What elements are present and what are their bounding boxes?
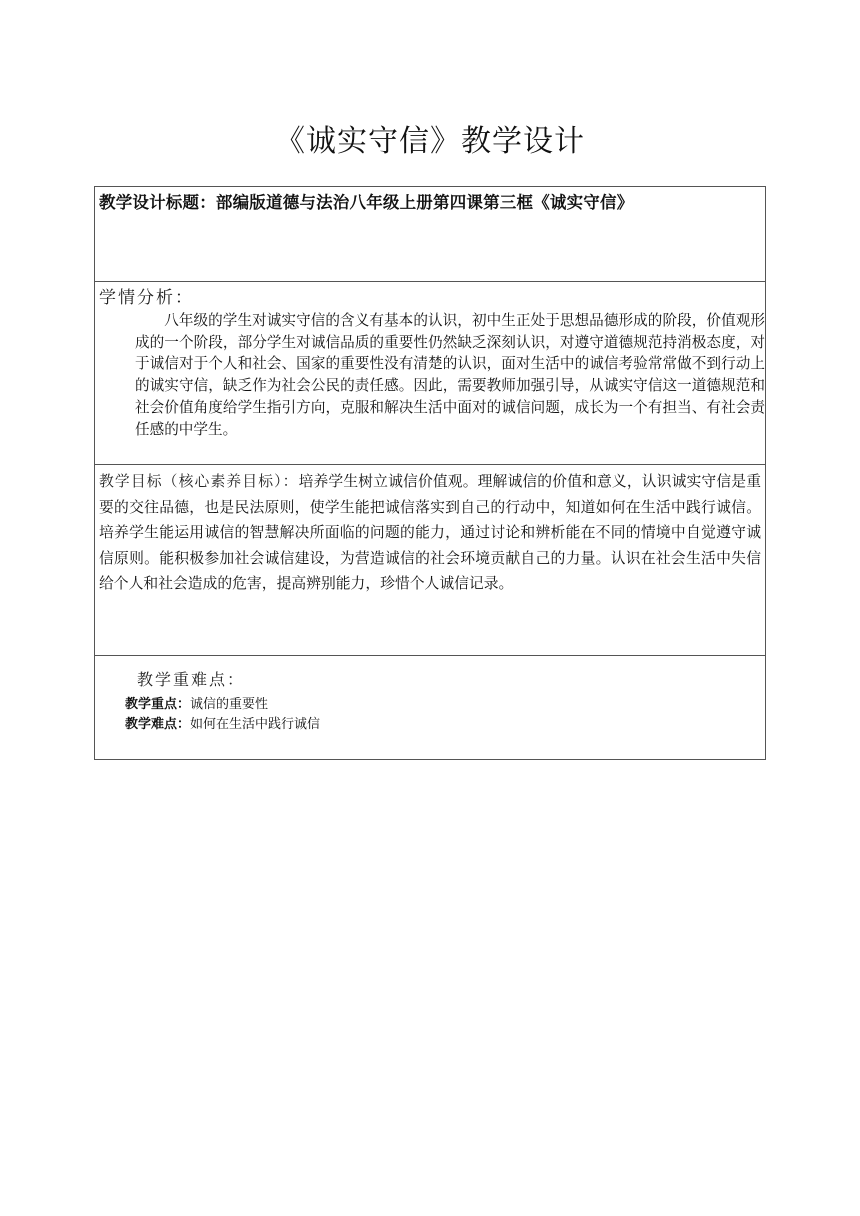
design-title: 教学设计标题：部编版道德与法治八年级上册第四课第三框《诚实守信》 [99,193,634,212]
difficulty-value: 如何在生活中践行诚信 [190,717,321,732]
lesson-plan-table [94,186,766,760]
goals-text [99,469,761,597]
focus-line [125,693,268,712]
analysis-body: 八年级的学生对诚实守信的含义有基本的认识，初中生正处于思想品德形成的阶段，价值观形成的一个阶段，部分学生对诚信品质的重要性仍然缺乏深刻认识，对遵守道德规范持消极态度，对于诚信对于个人和社会、国家的重要性没有清楚的认识，面对生活中的诚信考验常常做不到行动上的诚实守信，缺乏作为社会公民的责任感。因此，需要教师加强引导，从诚实守信这一道德规范和社会价值角度给学生指引方向，克服和解决生活中面对的诚信问题，成长为一个有担当、有社会责任感的中学生。 [135,312,765,438]
analysis-cell [95,281,765,464]
goals-cell [95,464,765,655]
focus-label: 教学重点： [125,697,191,712]
key-points-heading: 教学重难点： [137,670,246,689]
focus-value: 诚信的重要性 [190,697,269,712]
difficulty-label: 教学难点： [125,717,191,732]
goals-body: 培养学生树立诚信价值观。理解诚信的价值和意义，认识诚实守信是重要的交往品德，也是民法原则，使学生能把诚信落实到自己的行动中，知道如何在生活中践行诚信。培养学生能运用诚信的智慧解决所面临的问题的能力，通过讨论和辨析能在不同的情境中自觉遵守诚信原则。能积极参加社会诚信建设，为营造诚信的社会环境贡献自己的力量。认识在社会生活中失信给个人和社会造成的危害，提高辨别能力，珍惜个人诚信记录。 [99,473,761,592]
design-title-cell [95,187,765,281]
analysis-heading: 学情分析： [99,288,194,308]
document-title: 《诚实守信》教学设计 [275,124,585,159]
key-points-cell [95,655,765,759]
difficulty-line [125,713,320,732]
goals-label: 教学目标（核心素养目标）： [99,473,299,490]
